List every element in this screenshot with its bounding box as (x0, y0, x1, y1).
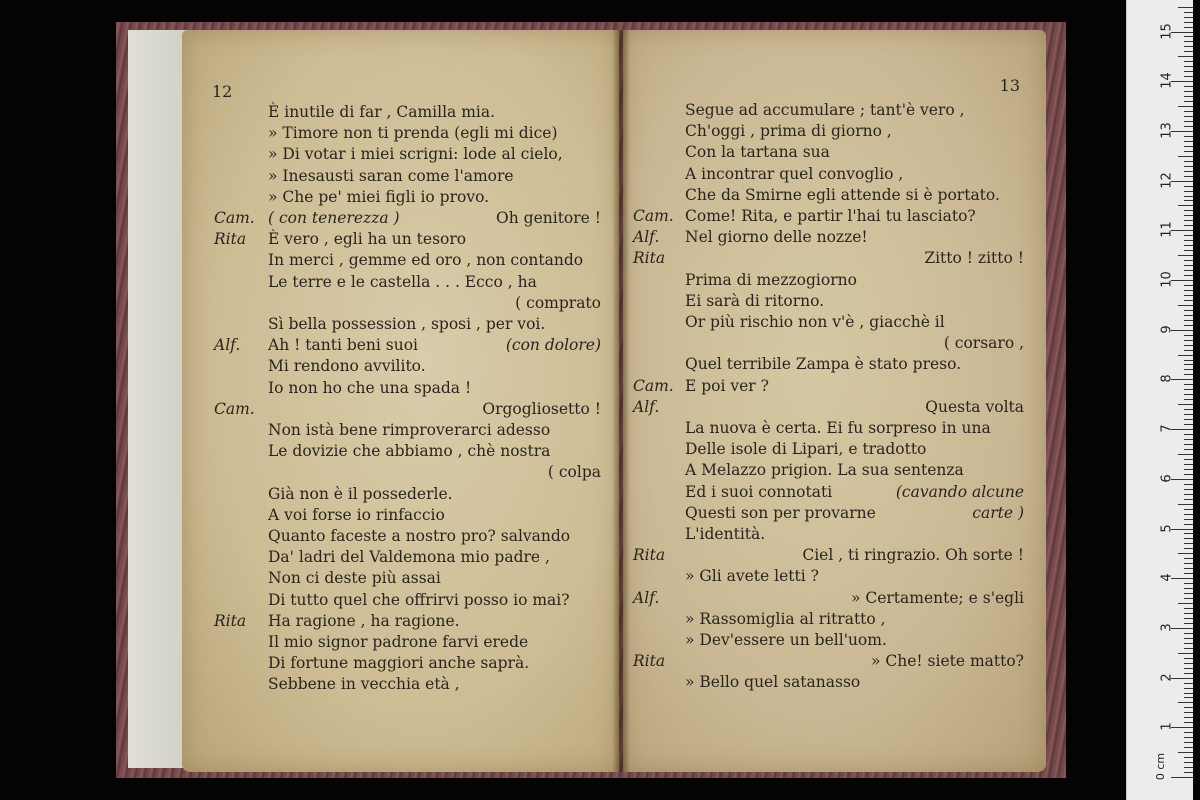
ruler-tick (1184, 494, 1193, 495)
ruler-tick (1184, 260, 1193, 261)
page-number-right: 13 (999, 76, 1020, 95)
ruler-tick (1184, 215, 1193, 216)
ruler-tick (1184, 285, 1193, 286)
ruler-unit-label: 0 cm (1154, 752, 1168, 781)
ruler-tick (1184, 767, 1193, 768)
ruler-tick (1184, 384, 1193, 385)
verse-line-right: Questa volta (925, 397, 1024, 416)
ruler-tick (1184, 340, 1193, 341)
verse-line: » Inesausti saran come l'amore (268, 166, 514, 185)
left-page (182, 30, 619, 772)
ruler-tick (1184, 474, 1193, 475)
ruler-tick (1184, 419, 1193, 420)
ruler-tick (1184, 36, 1193, 37)
ruler-label: 8 (1159, 374, 1175, 384)
ruler-label: 13 (1159, 122, 1175, 139)
ruler-tick (1178, 106, 1193, 107)
ruler-tick (1184, 275, 1193, 276)
ruler-tick (1184, 335, 1193, 336)
ruler-tick (1178, 454, 1193, 455)
ruler-tick (1184, 707, 1193, 708)
ruler-tick (1184, 141, 1193, 142)
verse-line: A voi forse io rinfaccio (268, 505, 445, 524)
ruler-tick (1184, 533, 1193, 534)
ruler-tick (1184, 693, 1193, 694)
verse-line: A incontrar quel convoglio , (685, 164, 904, 183)
ruler-tick (1184, 524, 1193, 525)
verse-line-right: Ciel , ti ringrazio. Oh sorte ! (802, 546, 1024, 565)
ruler-tick (1184, 732, 1193, 733)
ruler-tick (1184, 424, 1193, 425)
ruler-label: 12 (1159, 171, 1175, 189)
speaker-label: Cam. (633, 207, 674, 225)
verse-line: Ch'oggi , prima di giorno , (685, 122, 892, 141)
ruler-tick (1178, 156, 1193, 157)
ruler-tick (1184, 345, 1193, 346)
verse-line: Mi rendono avvilito. (268, 357, 426, 376)
ruler-tick (1184, 121, 1193, 122)
verse-line: Ed i suoi connotati (685, 482, 833, 501)
ruler-tick (1184, 439, 1193, 440)
ruler-tick (1184, 683, 1193, 684)
ruler-label: 9 (1159, 325, 1175, 334)
ruler-tick (1184, 27, 1193, 28)
ruler-label: 15 (1159, 22, 1175, 40)
verse-line: Prima di mezzogiorno (685, 270, 857, 289)
verse-line: In merci , gemme ed oro , non contando (268, 251, 584, 270)
ruler-tick (1184, 623, 1193, 624)
ruler-tick (1184, 668, 1193, 669)
ruler-tick (1184, 618, 1193, 619)
ruler-tick (1184, 558, 1193, 559)
ruler-tick (1184, 673, 1193, 674)
ruler-tick (1184, 71, 1193, 72)
ruler-tick (1184, 469, 1193, 470)
verse-line: Che da Smirne egli attende si è portato. (685, 185, 1000, 204)
ruler-tick (1184, 509, 1193, 510)
ruler-label: 1 (1159, 722, 1175, 731)
verse-line: Sì bella possession , sposi , per voi. (268, 315, 546, 333)
verse-line: Il mio signor padrone farvi erede (268, 633, 529, 651)
ruler-tick (1184, 22, 1193, 23)
ruler-label: 10 (1159, 271, 1175, 288)
ruler-tick (1184, 265, 1193, 266)
verse-line: L'identità. (685, 525, 766, 543)
speaker-label: Alf. (633, 588, 660, 607)
page-number-left: 12 (212, 82, 233, 101)
ruler-tick (1184, 46, 1193, 47)
ruler-tick (1184, 250, 1193, 251)
measurement-ruler (1126, 0, 1193, 800)
ruler-tick (1184, 320, 1193, 321)
ruler-tick (1184, 593, 1193, 594)
ruler-tick (1184, 176, 1193, 177)
ruler-tick (1184, 757, 1193, 758)
ruler-tick (1184, 538, 1193, 539)
ruler-tick (1184, 191, 1193, 192)
ruler-tick (1184, 722, 1193, 723)
speaker-label: Rita (633, 652, 666, 671)
ruler-tick (1184, 111, 1193, 112)
verse-line: » Dev'essere un bell'uom. (685, 631, 887, 649)
verse-line-right: (con dolore) (505, 336, 601, 355)
ruler-tick (1184, 389, 1193, 390)
verse-line: Ha ragione , ha ragione. (268, 611, 460, 630)
ruler-tick (1184, 295, 1193, 296)
ruler-tick (1184, 499, 1193, 500)
verse-line: » Timore non ti prenda (egli mi dice) (268, 124, 558, 143)
ruler-tick (1184, 394, 1193, 395)
ruler-tick (1178, 56, 1193, 57)
ruler-tick (1178, 504, 1193, 505)
ruler-label: 5 (1159, 523, 1175, 533)
verse-line: Ei sarà di ritorno. (685, 291, 825, 310)
ruler-tick (1184, 310, 1193, 311)
ruler-tick (1184, 186, 1193, 187)
ruler-tick (1184, 126, 1193, 127)
speaker-label: Rita (214, 611, 247, 630)
ruler-tick (1184, 66, 1193, 67)
verse-line: Sebbene in vecchia età , (268, 675, 460, 694)
ruler-label: 2 (1159, 672, 1175, 682)
ruler-tick (1178, 752, 1193, 753)
ruler-tick (1184, 399, 1193, 400)
verse-line: Non ci deste più assai (268, 569, 441, 588)
verse-line-right: » Certamente; e s'egli (850, 588, 1024, 607)
ruler-tick (1184, 643, 1193, 644)
ruler-label: 11 (1159, 221, 1175, 239)
ruler-tick (1178, 653, 1193, 654)
ruler-tick (1184, 161, 1193, 162)
ruler-tick (1184, 245, 1193, 246)
ruler-tick (1184, 444, 1193, 445)
ruler-tick (1184, 325, 1193, 326)
verse-line: È vero , egli ha un tesoro (268, 230, 467, 249)
ruler-tick (1184, 648, 1193, 649)
ruler-tick (1184, 519, 1193, 520)
ruler-tick (1178, 355, 1193, 356)
right-page (623, 30, 1046, 772)
ruler-tick (1184, 146, 1193, 147)
ruler-tick (1184, 608, 1193, 609)
ruler-tick (1184, 583, 1193, 584)
ruler-tick (1178, 603, 1193, 604)
ruler-tick (1184, 712, 1193, 713)
verse-line: La nuova è certa. Ei fu sorpreso in una (685, 419, 991, 437)
verse-line: Le terre e le castella . . . Ecco , ha (268, 272, 537, 291)
verse-line: » Di votar i miei scrigni: lode al cielo, (268, 145, 563, 164)
ruler-label: 14 (1159, 72, 1175, 89)
verse-line-right: Oh genitore ! (496, 209, 601, 227)
ruler-tick (1184, 548, 1193, 549)
verse-line-right: ( comprato (515, 293, 601, 312)
verse-line: Le dovizie che abbiamo , chè nostra (268, 442, 551, 461)
ruler-tick (1184, 414, 1193, 415)
ruler-label: 6 (1159, 474, 1175, 483)
ruler-tick (1184, 270, 1193, 271)
ruler-tick (1184, 51, 1193, 52)
ruler-tick (1184, 225, 1193, 226)
ruler-tick (1184, 166, 1193, 167)
ruler-tick (1184, 543, 1193, 544)
ruler-tick (1184, 409, 1193, 410)
verse-line: Nel giorno delle nozze! (685, 228, 868, 247)
ruler-label: 4 (1159, 573, 1175, 582)
ruler-tick (1184, 658, 1193, 659)
verse-line: È inutile di far , Camilla mia. (268, 103, 496, 121)
verse-line: E poi ver ? (685, 376, 769, 395)
ruler-tick (1184, 91, 1193, 92)
speaker-label: Rita (633, 546, 666, 565)
ruler-tick (1178, 205, 1193, 206)
ruler-tick (1184, 171, 1193, 172)
verse-line: Non istà bene rimproverarci adesso (268, 421, 551, 439)
ruler-tick (1184, 459, 1193, 460)
verse-line: Segue ad accumulare ; tant'è vero , (685, 101, 965, 119)
ruler-tick (1184, 151, 1193, 152)
ruler-tick (1184, 235, 1193, 236)
ruler-tick (1184, 663, 1193, 664)
ruler-tick (1184, 315, 1193, 316)
verse-line-right: carte ) (972, 503, 1024, 522)
verse-line: Già non è il possederle. (268, 484, 453, 503)
verse-line: Quanto faceste a nostro pro? salvando (268, 527, 571, 545)
verse-line-right: » Che! siete matto? (870, 652, 1024, 671)
ruler-tick (1184, 633, 1193, 634)
ruler-tick (1184, 434, 1193, 435)
ruler-tick (1184, 200, 1193, 201)
speaker-label: Cam. (214, 399, 255, 418)
verse-line: Come! Rita, e partir l'hai tu lasciato? (685, 207, 976, 225)
ruler-tick (1184, 369, 1193, 370)
ruler-tick (1184, 360, 1193, 361)
ruler-tick (1178, 553, 1193, 554)
ruler-tick (1184, 638, 1193, 639)
ruler-tick (1184, 717, 1193, 718)
verse-line: Da' ladri del Valdemona mio padre , (268, 548, 550, 567)
ruler-tick (1178, 404, 1193, 405)
ruler-label: 3 (1159, 623, 1175, 632)
verse-line-right: ( corsaro , (943, 334, 1024, 353)
ruler-tick (1184, 747, 1193, 748)
ruler-tick (1184, 598, 1193, 599)
ruler-tick (1184, 101, 1193, 102)
ruler-tick (1178, 255, 1193, 256)
ruler-tick (1184, 772, 1193, 773)
speaker-label: Rita (633, 249, 666, 268)
verse-line-right: (cavando alcune (895, 482, 1024, 501)
ruler-tick (1184, 17, 1193, 18)
ruler-tick (1184, 300, 1193, 301)
ruler-tick (1184, 210, 1193, 211)
ruler-tick (1184, 196, 1193, 197)
verse-line: Or più rischio non v'è , giacchè il (685, 313, 945, 331)
verse-line: Di tutto quel che offrirvi posso io mai? (268, 590, 570, 609)
ruler-tick (1184, 12, 1193, 13)
ruler-label: 7 (1159, 424, 1175, 433)
ruler-tick (1184, 136, 1193, 137)
verse-line: Con la tartana sua (685, 143, 830, 162)
verse-line: Quel terribile Zampa è stato preso. (685, 355, 962, 374)
ruler-tick (1184, 41, 1193, 42)
speaker-label: Alf. (214, 336, 241, 355)
speaker-label: Cam. (633, 376, 674, 395)
ruler-tick (1184, 484, 1193, 485)
verse-line-right: Orgogliosetto ! (482, 399, 601, 418)
ruler-tick (1184, 240, 1193, 241)
ruler-tick (1184, 563, 1193, 564)
ruler-tick (1184, 613, 1193, 614)
speaker-label: Cam. (214, 209, 255, 227)
ruler-tick (1184, 688, 1193, 689)
ruler-tick (1184, 489, 1193, 490)
ruler-tick (1184, 762, 1193, 763)
verse-line-right: Zitto ! zitto ! (924, 249, 1024, 268)
verse-line: Di fortune maggiori anche saprà. (268, 654, 530, 673)
verse-line: Ah ! tanti beni suoi (268, 336, 419, 355)
speaker-label: Rita (214, 230, 247, 249)
ruler-tick (1171, 777, 1193, 778)
ruler-tick (1184, 116, 1193, 117)
verse-line: » Che pe' miei figli io provo. (268, 187, 490, 206)
speaker-label: Alf. (633, 228, 660, 247)
verse-line: » Gli avete letti ? (685, 567, 819, 586)
ruler-tick (1184, 374, 1193, 375)
ruler-tick (1184, 568, 1193, 569)
ruler-tick (1184, 464, 1193, 465)
ruler-tick (1184, 588, 1193, 589)
verse-line: » Bello quel satanasso (685, 673, 861, 692)
ruler-tick (1184, 742, 1193, 743)
ruler-tick (1184, 86, 1193, 87)
verse-line: Questi son per provarne (685, 503, 876, 522)
verse-line-right: ( colpa (547, 463, 601, 482)
ruler-tick (1184, 737, 1193, 738)
verse-line: Io non ho che una spada ! (268, 378, 472, 397)
verse-line: A Melazzo prigion. La sua sentenza (685, 461, 964, 480)
book-gutter (612, 30, 630, 772)
ruler-tick (1184, 96, 1193, 97)
ruler-tick (1184, 290, 1193, 291)
verse-line: » Rassomiglia al ritratto , (685, 609, 886, 628)
verse-line: ( con tenerezza ) (268, 209, 400, 227)
ruler-tick (1184, 61, 1193, 62)
ruler-tick (1184, 697, 1193, 698)
ruler-tick (1178, 7, 1193, 8)
ruler-tick (1178, 702, 1193, 703)
ruler-tick (1178, 305, 1193, 306)
ruler-tick (1184, 220, 1193, 221)
ruler-tick (1184, 364, 1193, 365)
ruler-tick (1184, 76, 1193, 77)
ruler-tick (1184, 350, 1193, 351)
ruler-tick (1184, 449, 1193, 450)
ruler-tick (1184, 573, 1193, 574)
speaker-label: Alf. (633, 397, 660, 416)
verse-line: Delle isole di Lipari, e tradotto (685, 440, 927, 459)
ruler-tick (1184, 514, 1193, 515)
